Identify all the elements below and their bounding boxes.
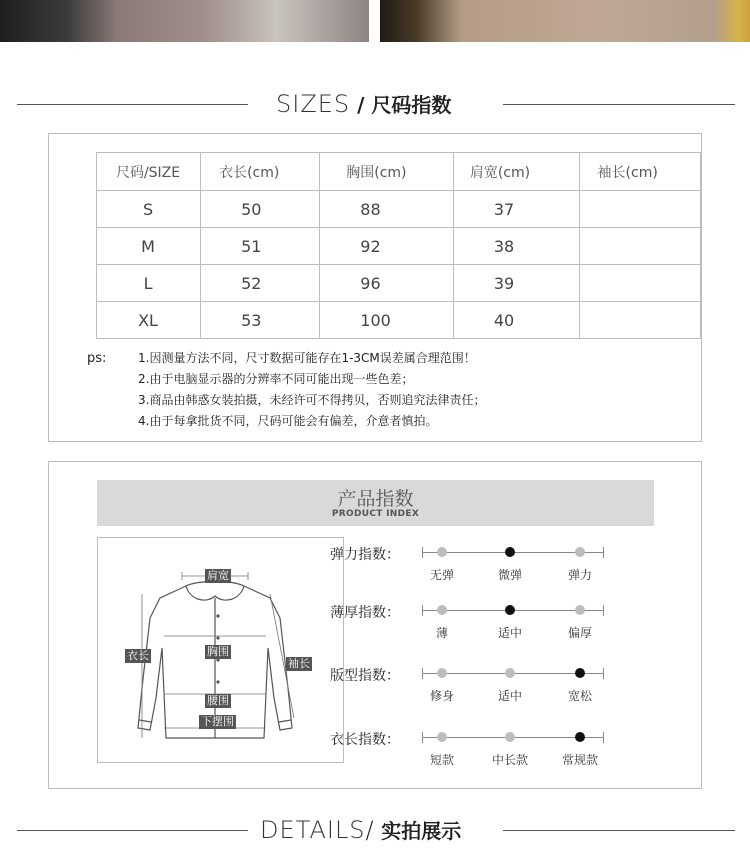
index-scale-option: 微弹 xyxy=(497,568,523,582)
heading-rule-left xyxy=(17,104,248,105)
length-cell: 52 xyxy=(201,265,320,302)
index-scale-dot xyxy=(437,668,447,678)
measure-label-hem: 下摆围 xyxy=(201,715,234,728)
shoulder-cell: 40 xyxy=(453,302,579,339)
index-scale-dot xyxy=(575,605,585,615)
index-scale-row xyxy=(330,544,650,584)
col-header-length: 衣长(cm) xyxy=(201,153,320,191)
details-heading-en: DETAILS xyxy=(260,816,366,844)
sizes-heading-cn: 尺码指数 xyxy=(371,93,452,117)
index-scale-track xyxy=(422,552,604,582)
note-item: 3.商品由韩惑女装拍摄，未经许可不得拷贝，否则追究法律责任； xyxy=(138,393,486,407)
col-header-size: 尺码/SIZE xyxy=(97,153,201,191)
index-scale-option: 短款 xyxy=(429,753,455,767)
index-scale-dot xyxy=(437,605,447,615)
index-scale-row xyxy=(330,729,650,769)
product-photo-right xyxy=(380,0,750,42)
shoulder-cell: 39 xyxy=(453,265,579,302)
sleeve-cell xyxy=(579,302,700,339)
index-scale-dot xyxy=(505,668,515,678)
product-index-title-bar xyxy=(97,480,654,526)
index-scale-label: 衣长指数： xyxy=(330,732,400,748)
measure-label-length: 衣长 xyxy=(127,649,149,662)
sleeve-cell xyxy=(579,265,700,302)
product-index-title-cn: 产品指数 xyxy=(337,488,414,510)
measure-label-chest: 胸围 xyxy=(207,645,229,658)
index-scale-dot xyxy=(437,547,447,557)
sizes-heading-sep: / xyxy=(350,93,372,117)
product-index-panel xyxy=(48,461,702,789)
note-item: 2.由于电脑显示器的分辨率不同可能出现一些色差； xyxy=(138,372,414,386)
sizes-heading xyxy=(0,89,750,119)
index-scale-end-cap xyxy=(603,732,604,743)
details-heading-sep: / xyxy=(365,816,382,844)
index-scale-selected-dot xyxy=(505,605,515,615)
col-header-chest: 胸围(cm) xyxy=(320,153,454,191)
chest-cell: 96 xyxy=(320,265,454,302)
size-table-header-row xyxy=(97,153,701,191)
index-scale-track xyxy=(422,610,604,640)
notes-tag: ps: xyxy=(87,351,107,366)
index-scale-end-cap xyxy=(422,732,423,743)
index-scale-track xyxy=(422,737,604,767)
size-panel xyxy=(48,133,702,442)
index-scale-end-cap xyxy=(603,605,604,616)
index-scale-track xyxy=(422,673,604,703)
measure-label-shoulder: 肩宽 xyxy=(207,569,229,582)
index-scale-option: 修身 xyxy=(429,689,455,703)
col-header-sleeve: 袖长(cm) xyxy=(579,153,700,191)
index-scale-label: 弹力指数： xyxy=(330,547,400,563)
measure-label-sleeve: 袖长 xyxy=(288,657,310,670)
sleeve-cell xyxy=(579,228,700,265)
index-scale-end-cap xyxy=(422,668,423,679)
index-scale-option: 适中 xyxy=(497,689,523,703)
product-photo-left xyxy=(0,0,369,42)
length-cell: 53 xyxy=(201,302,320,339)
chest-cell: 88 xyxy=(320,191,454,228)
details-heading-title xyxy=(260,815,461,846)
shoulder-cell: 38 xyxy=(453,228,579,265)
index-scale-label: 薄厚指数： xyxy=(330,605,400,621)
table-row xyxy=(97,191,701,228)
sizes-heading-en: SIZES xyxy=(276,90,351,118)
index-scale-selected-dot xyxy=(575,668,585,678)
index-scale-end-cap xyxy=(422,605,423,616)
size-cell: L xyxy=(97,265,201,302)
table-row xyxy=(97,228,701,265)
index-scale-option: 无弹 xyxy=(429,568,455,582)
index-scale-end-cap xyxy=(603,668,604,679)
index-scale-row xyxy=(330,602,650,642)
index-scale-option: 适中 xyxy=(497,626,523,640)
col-header-shoulder: 肩宽(cm) xyxy=(453,153,579,191)
size-table xyxy=(96,152,701,339)
size-cell: S xyxy=(97,191,201,228)
index-scale-option: 中长款 xyxy=(491,753,529,767)
shirt-measure-diagram xyxy=(97,537,344,763)
length-cell: 51 xyxy=(201,228,320,265)
index-scale-selected-dot xyxy=(575,732,585,742)
index-scale-dot xyxy=(437,732,447,742)
index-scale-dot xyxy=(505,732,515,742)
index-scale-end-cap xyxy=(603,547,604,558)
index-scale-label: 版型指数： xyxy=(330,668,400,684)
size-cell: M xyxy=(97,228,201,265)
index-scale-option: 常规款 xyxy=(561,753,599,767)
index-scale-option: 薄 xyxy=(435,626,449,640)
sizes-heading-title xyxy=(276,89,451,120)
sleeve-cell xyxy=(579,191,700,228)
shoulder-cell: 37 xyxy=(453,191,579,228)
details-heading-cn: 实拍展示 xyxy=(381,819,462,843)
index-scale-selected-dot xyxy=(505,547,515,557)
index-scale-option: 弹力 xyxy=(567,568,593,582)
chest-cell: 100 xyxy=(320,302,454,339)
length-cell: 50 xyxy=(201,191,320,228)
heading-rule-left xyxy=(17,830,248,831)
size-cell: XL xyxy=(97,302,201,339)
index-scale-dot xyxy=(575,547,585,557)
note-item: 1.因测量方法不同，尺寸数据可能存在1-3CM误差属合理范围！ xyxy=(138,351,476,365)
heading-rule-right xyxy=(503,104,735,105)
index-scale-option: 偏厚 xyxy=(567,626,593,640)
product-index-title-en: PRODUCT INDEX xyxy=(331,509,420,519)
heading-rule-right xyxy=(503,830,735,831)
table-row xyxy=(97,265,701,302)
details-heading xyxy=(0,815,750,845)
table-row xyxy=(97,302,701,339)
index-scale-row xyxy=(330,665,650,705)
chest-cell: 92 xyxy=(320,228,454,265)
measure-label-waist: 腰围 xyxy=(207,694,229,707)
note-item: 4.由于每拿批货不同，尺码可能会有偏差，介意者慎拍。 xyxy=(138,414,438,428)
index-scale-option: 宽松 xyxy=(567,689,593,703)
index-scale-end-cap xyxy=(422,547,423,558)
notes-list xyxy=(138,348,485,432)
